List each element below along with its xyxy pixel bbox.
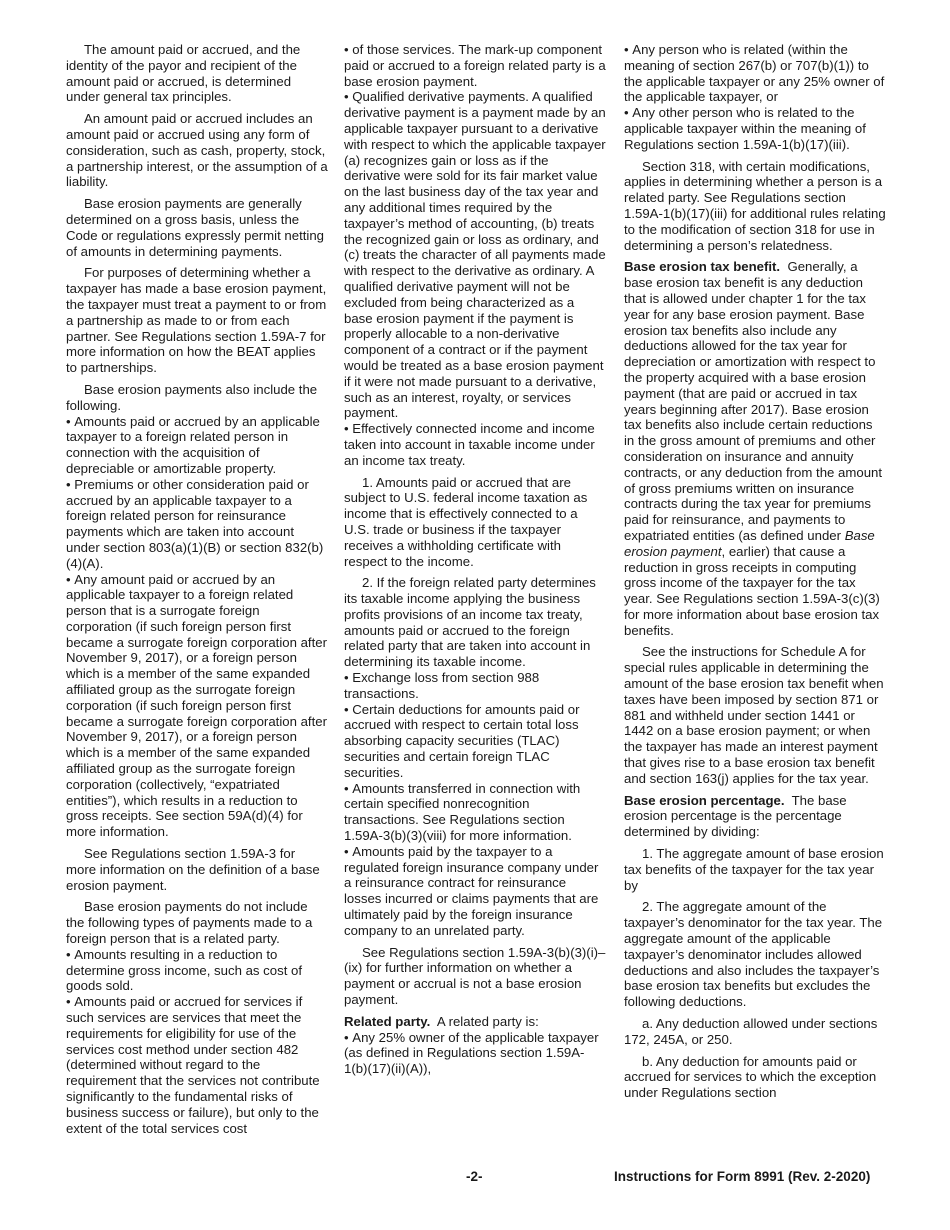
bullet-item: • Premiums or other consideration paid or accrued by an applicable taxpayer to a foreign related person for reinsurance payments which are taken into account under section 803(a)(1)(B) or section 832(b)(4)(A). <box>66 477 328 572</box>
numbered-item: 1. Amounts paid or accrued that are subject to U.S. federal income taxation as income that is effectively connected to a U.S. trade or business if the taxpayer receives a withholding certificate with respect to the income. <box>344 474 588 569</box>
bullet-item: • Qualified derivative payments. A qualified derivative payment is a payment made by an applicable taxpayer pursuant to a derivative with respect to which the applicable taxpayer (a) recognizes gain or loss as if the derivative were sold for its fair market value on the last business day of the tax year and any additional times required by the taxpayer’s method of accounting, (b) treats the recognized gain or loss as ordinary, and (c) treats the character of all payments made with respect to the derivative as ordinary. A qualified derivative payment will not be excluded from being characterized as a base erosion payment if the payment is properly allocable to a non-derivative component of a contract or if the payment would be treated as a base erosion payment if it were not made pursuant to a derivative, such as an interest, royalty, or services payment. <box>344 89 606 421</box>
bullet-item: • Amounts resulting in a reduction to determine gross income, such as cost of goods sold. <box>66 947 328 994</box>
numbered-item: 2. If the foreign related party determines its taxable income applying the business profits provisions of an income tax treaty, amounts paid or accrued to the foreign related party that are taken into account in determining its taxable income. <box>344 575 596 670</box>
column-1 <box>66 42 328 1136</box>
bullet-item: • Amounts paid by the taxpayer to a regulated foreign insurance company under a reinsurance contract for reinsurance losses incurred or claims payments that are ultimately paid by the foreign insurance company to an unrelated party. <box>344 844 606 939</box>
form-title: Instructions for Form 8991 (Rev. 2-2020) <box>614 1169 871 1184</box>
bullet-item: • Effectively connected income and income taken into account in taxable income under an income tax treaty. <box>344 421 606 468</box>
paragraph: Base erosion payments are generally determined on a gross basis, unless the Code or regulations expressly permit netting of amounts in determining payments. <box>66 196 325 259</box>
bullet-item: • Any person who is related (within the meaning of section 267(b) or 707(b)(1)) to the applicable taxpayer or any 25% owner of the applicable taxpayer, or <box>624 42 886 105</box>
section-heading: Base erosion percentage. <box>624 792 785 808</box>
bullet-item: • Any 25% owner of the applicable taxpayer (as defined in Regulations section 1.59A-1(b)(17)(ii)(A)), <box>344 1030 606 1077</box>
paragraph: See the instructions for Schedule A for special rules applicable in determining the amount of the base erosion tax benefit when taxes have been imposed by section 871 or 881 and withheld under section 1441 or 1442 on a base erosion payment; or when the taxpayer has made an interest payment that gives rise to a base erosion tax benefit and section 163(j) applies for the tax year. <box>624 644 884 786</box>
bullet-item: • Exchange loss from section 988 transactions. <box>344 670 606 702</box>
base-erosion-tax-benefit-section: Base erosion tax benefit. Generally, a base erosion tax benefit is any deduction that is allowed under chapter 1 for the tax year for any base erosion payment. Base erosion tax benefits also include any deductions allowed for the tax year for depreciation or amortization with respect to the property acquired with a base erosion payment (that are paid or accrued in tax years beginning after 2017). Base erosion tax benefits also include certain reductions in the gross amount of premiums and other consideration on insurance and annuity contracts, or any deduction from the amount of gross premiums written on insurance contracts during the tax year for premiums paid for reinsurance, and payments to expatriated entities (as defined under Base erosion payment, earlier) that cause a reduction in gross receipts in computing gross income of the taxpayer for the tax year. See Regulations section 1.59A-3(c)(3) for more information about base erosion tax benefits. <box>624 259 883 638</box>
bullet-item: • Any other person who is related to the applicable taxpayer within the meaning of Regulations section 1.59A-1(b)(17)(iii). <box>624 105 886 152</box>
continuation-text: • of those services. The mark-up component paid or accrued to a foreign related party is a base erosion payment. <box>344 42 606 89</box>
column-3 <box>624 42 886 1107</box>
page-number: -2- <box>466 1169 483 1184</box>
base-erosion-percentage-section: Base erosion percentage. The base erosion percentage is the percentage determined by dividing: <box>624 792 847 840</box>
paragraph: An amount paid or accrued includes an amount paid or accrued using any form of consideration, such as cash, property, stock, a partnership interest, or the assumption of a liability. <box>66 111 328 190</box>
section-heading: Base erosion tax benefit. <box>624 259 781 275</box>
lettered-item: b. Any deduction for amounts paid or accrued for services to which the exception under Regulations section <box>624 1053 877 1101</box>
numbered-item: 1. The aggregate amount of base erosion tax benefits of the taxpayer for the tax year by <box>624 846 884 893</box>
related-party-section: Related party. A related party is: <box>344 1013 539 1029</box>
lettered-item: a. Any deduction allowed under sections 172, 245A, or 250. <box>624 1016 878 1047</box>
paragraph: Section 318, with certain modifications, applies in determining whether a person is a related party. See Regulations section 1.59A-1(b)(17)(iii) for additional rules relating to the modification of section 318 for use in determining a person’s relatedness. <box>624 158 886 253</box>
column-2 <box>344 42 606 1077</box>
bullet-item: • Certain deductions for amounts paid or accrued with respect to certain total loss absorbing capacity securities (TLAC) securities and certain foreign TLAC securities. <box>344 702 606 781</box>
bullet-item: • Amounts paid or accrued for services if such services are services that meet the requirements for eligibility for use of the services cost method under section 482 (determined without regard to the requirement that the services not contribute significantly to the fundamental risks of business success or failure), but only to the extent of the total services cost <box>66 994 328 1136</box>
paragraph: See Regulations section 1.59A-3 for more information on the definition of a base erosion payment. <box>66 846 320 893</box>
numbered-item: 2. The aggregate amount of the taxpayer’s denominator for the tax year. The aggregate amount of the applicable taxpayer’s denominator includes allowed deductions and also includes the taxpayer’s base erosion tax benefits but excludes the following deductions. <box>624 899 883 1010</box>
section-heading: Related party. <box>344 1013 431 1029</box>
bullet-item: • Amounts transferred in connection with certain specified nonrecognition transactions. See Regulations section 1.59A-3(b)(3)(viii) for more information. <box>344 781 606 844</box>
bullet-item: • Any amount paid or accrued by an applicable taxpayer to a foreign related person that is a surrogate foreign corporation (if such foreign person first became a surrogate foreign corporation after November 9, 2017), or a foreign person which is a member of the same expanded affiliated group as the surrogate foreign corporation (if such foreign person first became a surrogate foreign corporation after November 9, 2017), or a foreign person which is a member of the same expanded affiliated group as the surrogate foreign corporation (collectively, “expatriated entities”), which results in a reduction to gross receipts. See section 59A(d)(4) for more information. <box>66 572 328 841</box>
paragraph: See Regulations section 1.59A-3(b)(3)(i)–(ix) for further information on whether a payment or accrual is not a base erosion payment. <box>344 944 606 1008</box>
paragraph: Base erosion payments do not include the following types of payments made to a foreign person that is a related party. <box>66 899 313 947</box>
paragraph: For purposes of determining whether a taxpayer has made a base erosion payment, the taxpayer must treat a payment to or from a partnership as made to or from each partner. See Regulations section 1.59A-7 for more information on how the BEAT applies to partnerships. <box>66 265 327 376</box>
paragraph: The amount paid or accrued, and the identity of the payor and recipient of the amount paid or accrued, is determined under general tax principles. <box>66 42 301 105</box>
bullet-item: • Amounts paid or accrued by an applicable taxpayer to a foreign related person in connection with the acquisition of depreciable or amortizable property. <box>66 414 328 477</box>
paragraph: Base erosion payments also include the following. <box>66 381 318 413</box>
